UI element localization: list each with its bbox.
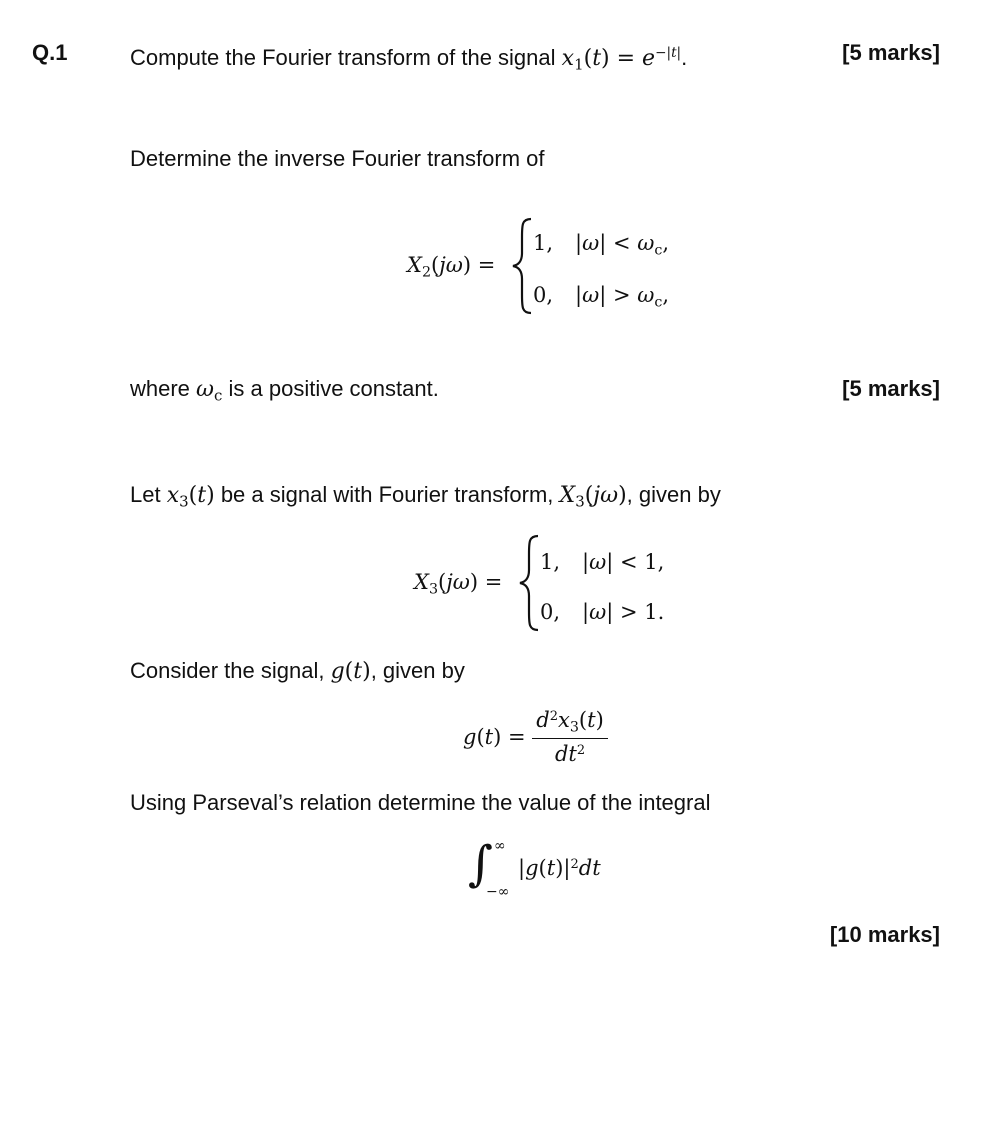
second-derivative-fraction: $\frac{d^2x_3(t)}{dt^2}$ (532, 708, 608, 766)
omega-c-symbol: $\omega_c$ (196, 377, 223, 405)
part3-intro (130, 482, 721, 514)
x2-lhs: $X_2(j\omega)$ = (407, 253, 496, 281)
x2-left-brace (510, 217, 534, 315)
integral-lower-limit: −∞ (486, 884, 510, 900)
x3-left-brace (517, 534, 541, 632)
energy-integral (468, 838, 608, 904)
x3-case-2: 0, |ω| > 1. (540, 600, 665, 624)
part3-parseval: Using Parseval’s relation determine the value of the integral (130, 790, 711, 815)
part3-marks: [10 marks] (829, 922, 940, 947)
intro-prefix: Let (130, 482, 161, 507)
consider-prefix: Consider the signal, (130, 658, 325, 683)
intro-suffix: , given by (626, 482, 721, 507)
g-symbol: g(t) (330, 659, 371, 684)
x2-case-1: 1, $|\omega| < \omega_c$, (533, 231, 670, 259)
g-definition: g(t) = $\frac{d^2x_3(t)}{dt^2}$ (463, 708, 608, 766)
x2-case-2: 0, $|\omega| > \omega_c$, (533, 283, 670, 311)
x3-case-1: 1, |ω| < 1, (540, 550, 665, 574)
part2-where (130, 376, 439, 408)
part1-marks: [5 marks] (842, 40, 940, 65)
integral-upper-limit: ∞ (494, 838, 506, 854)
part3-consider (130, 658, 465, 685)
part1-statement: Compute the Fourier transform of the signal $x_1(t) = e^{-|t|}$. (130, 45, 688, 74)
where-suffix: is a positive constant. (228, 376, 439, 401)
x3-symbol: $x_3(t)$ (166, 483, 215, 511)
x3-lhs: $X_3(j\omega)$ = (414, 570, 503, 598)
question-number: Q.1 (32, 40, 68, 65)
signal-x1-definition: $x_1(t) = e^{-|t|}$ (561, 45, 682, 74)
integrand: $|g(t)|^2dt$ (518, 856, 601, 880)
integral-sign: ∫ (468, 836, 494, 892)
where-prefix: where (130, 376, 190, 401)
part2-statement: Determine the inverse Fourier transform of (130, 146, 545, 171)
consider-suffix: , given by (370, 658, 465, 683)
intro-mid: be a signal with Fourier transform, (220, 482, 554, 507)
X3-symbol: $X_3(j\omega)$ (559, 483, 627, 511)
part1-text: Compute the Fourier transform of the signal (130, 45, 556, 71)
part2-marks: [5 marks] (842, 376, 940, 401)
